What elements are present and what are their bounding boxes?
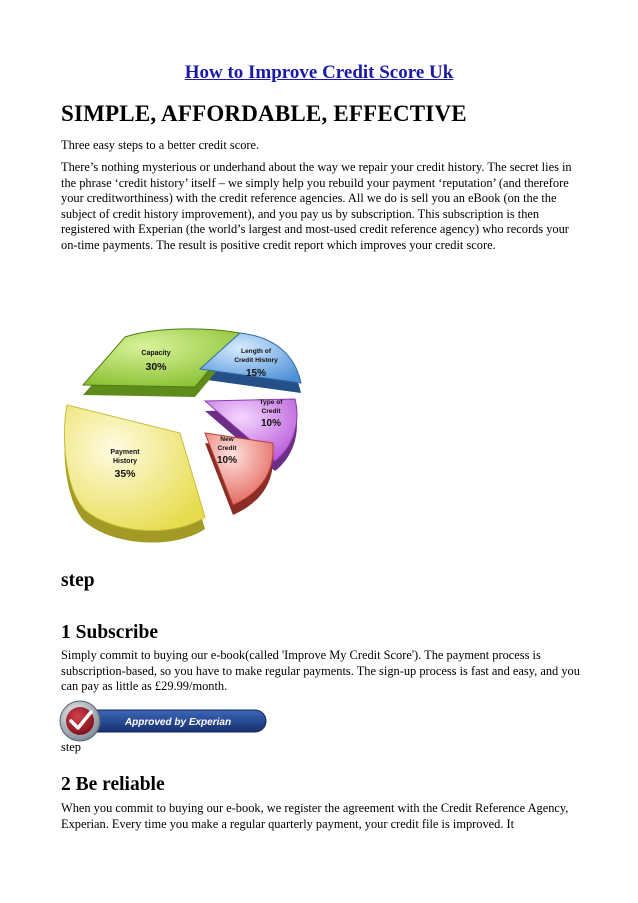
slice-label-capacity-value: 30%: [145, 361, 167, 373]
slice-label-capacity-name: Capacity: [141, 350, 171, 357]
slice-label-length-name-2: Credit History: [234, 357, 278, 364]
body-paragraph: There’s nothing mysterious or underhand about the way we repair your credit history. The secret lies in the phrase ‘credit history’ itself – we simply help you rebuild your payment ‘reputation’ (and therefore your creditworthiness) with the credit reference agencies. All we do is sell you an eBook (on the the subject of credit history improvement), and you pay us by subscription. This subscription is then registered with Experian (the world’s largest and most-used credit reference agency) who records your on-time payments. The result is positive credit report which improves your credit score.: [61, 160, 572, 252]
slice-label-payment-name-2: History: [112, 458, 138, 465]
credit-score-pie-chart: [55, 325, 315, 545]
step2-paragraph: When you commit to buying our e-book, we register the agreement with the Credit Reference Agency, Experian. Every time you make a regular quarterly payment, your credit file is improved. It: [61, 801, 569, 831]
slice-label-new-value: 10%: [216, 455, 238, 466]
slice-label-new-name-2: Credit: [217, 445, 237, 452]
slice-label-length-value: 15%: [245, 368, 267, 379]
slice-label-type-name-2: Credit: [261, 408, 281, 415]
step1-heading: 1 Subscribe: [61, 622, 158, 643]
step1-paragraph: Simply commit to buying our e-book(called 'Improve My Credit Score'). The payment process is subscription-based, so you have to make regular payments. The sign-up process is fast and easy, and you can pay as little as £29.99/month.: [61, 648, 580, 694]
badge-text: Approved by Experian: [124, 717, 232, 728]
slice-label-type-name-1: Type of: [259, 399, 283, 406]
approved-by-experian-badge: [58, 700, 270, 742]
slice-label-payment-value: 35%: [114, 468, 136, 480]
step-heading: step: [61, 570, 95, 591]
slice-label-new-name-1: New: [220, 436, 234, 443]
slice-label-length-name-1: Length of: [240, 348, 272, 355]
slice-label-type-value: 10%: [260, 418, 282, 429]
intro-text: Three easy steps to a better credit score.: [61, 138, 260, 152]
page-title[interactable]: How to Improve Credit Score Uk: [184, 62, 454, 83]
headline: SIMPLE, AFFORDABLE, EFFECTIVE: [61, 101, 467, 126]
step2-heading: 2 Be reliable: [61, 774, 165, 795]
step-label: step: [61, 740, 81, 754]
slice-label-payment-name-1: Payment: [110, 449, 140, 456]
